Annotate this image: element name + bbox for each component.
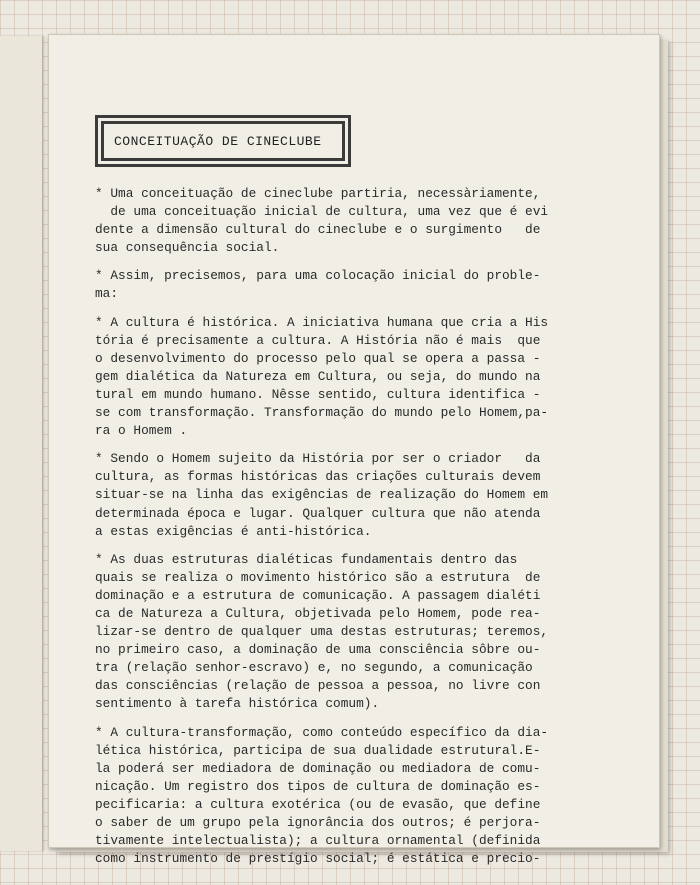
paragraph [95,724,635,869]
text-line: determinada época e lugar. Qualquer cultura que não atenda [95,505,541,521]
text-line: dente a dimensão cultural do cineclube e o surgimento de [95,222,541,238]
text-line: situar-se na linha das exigências de realização do Homem em [95,487,549,503]
text-line: tivamente intelectualista); a cultura ornamental (definida [95,833,541,849]
text-line: o saber de um grupo pela ignorância dos outros; é perjora- [95,815,541,830]
document-page [48,34,660,867]
page-title: CONCEITUAÇÃO DE CINECLUBE [114,133,322,149]
text-line: quais se realiza o movimento histórico são a estrutura de [95,569,541,585]
text-line: no primeiro caso, a dominação de uma consciência sôbre ou- [95,642,541,658]
paragraph [95,185,635,257]
text-line: dominação e a estrutura de comunicação. A passagem dialéti [95,587,541,603]
text-line: de uma conceituação inicial de cultura, uma vez que é evi [95,204,549,220]
text-line: nicação. Um registro dos tipos de cultura de dominação es- [95,778,541,794]
text-line: a estas exigências é anti-histórica. [95,523,372,539]
text-line: * Uma conceituação de cineclube partiria, necessàriamente, [95,186,541,201]
text-line: como instrumento de prestígio social; é estática e precio- [95,851,541,867]
text-line: lética histórica, participa de sua dualidade estrutural.E- [95,742,541,758]
text-line: pecificaria: a cultura exotérica (ou de evasão, que define [95,796,541,812]
paragraph [95,450,635,540]
text-line: * A cultura-transformação, como conteúdo específico da dia- [95,724,549,740]
text-line: * As duas estruturas dialéticas fundamentais dentro das [95,551,518,567]
paragraph [95,551,635,714]
text-line: gem dialética da Natureza em Cultura, ou seja, do mundo na [95,368,541,384]
paragraph [95,314,635,441]
text-line: la poderá ser mediadora de dominação ou mediadora de comu- [95,760,541,776]
text-line: ma: [95,286,119,302]
document-body [95,185,635,878]
text-line: ca de Natureza a Cultura, objetivada pelo Homem, pode rea- [95,605,541,621]
text-line: tural em mundo humano. Nêsse sentido, cultura identifica - [95,386,541,402]
text-line: * Assim, precisemos, para uma colocação inicial do proble- [95,268,541,284]
back-sheet [0,36,43,851]
heading-box [95,115,351,167]
text-line: o desenvolvimento do processo pelo qual se opera a passa - [95,350,541,366]
text-line: * A cultura é histórica. A iniciativa humana que cria a His [95,314,549,330]
text-line: ra o Homem . [95,423,188,439]
text-line: sua consequência social. [95,240,280,256]
text-line: sentimento à tarefa histórica comum). [95,696,380,712]
text-line: tra (relação senhor-escravo) e, no segundo, a comunicação [95,660,533,676]
text-line: tória é precisamente a cultura. A História não é mais que [95,332,541,348]
text-line: das consciências (relação de pessoa a pessoa, no livre con [95,678,541,694]
text-line: * Sendo o Homem sujeito da História por ser o criador da [95,451,541,467]
text-line: lizar-se dentro de qualquer uma destas estruturas; teremos, [95,624,549,640]
text-line: cultura, as formas históricas das criações culturais devem [95,469,541,485]
paragraph [95,267,635,303]
text-line: se com transformação. Transformação do mundo pelo Homem,pa- [95,405,549,421]
